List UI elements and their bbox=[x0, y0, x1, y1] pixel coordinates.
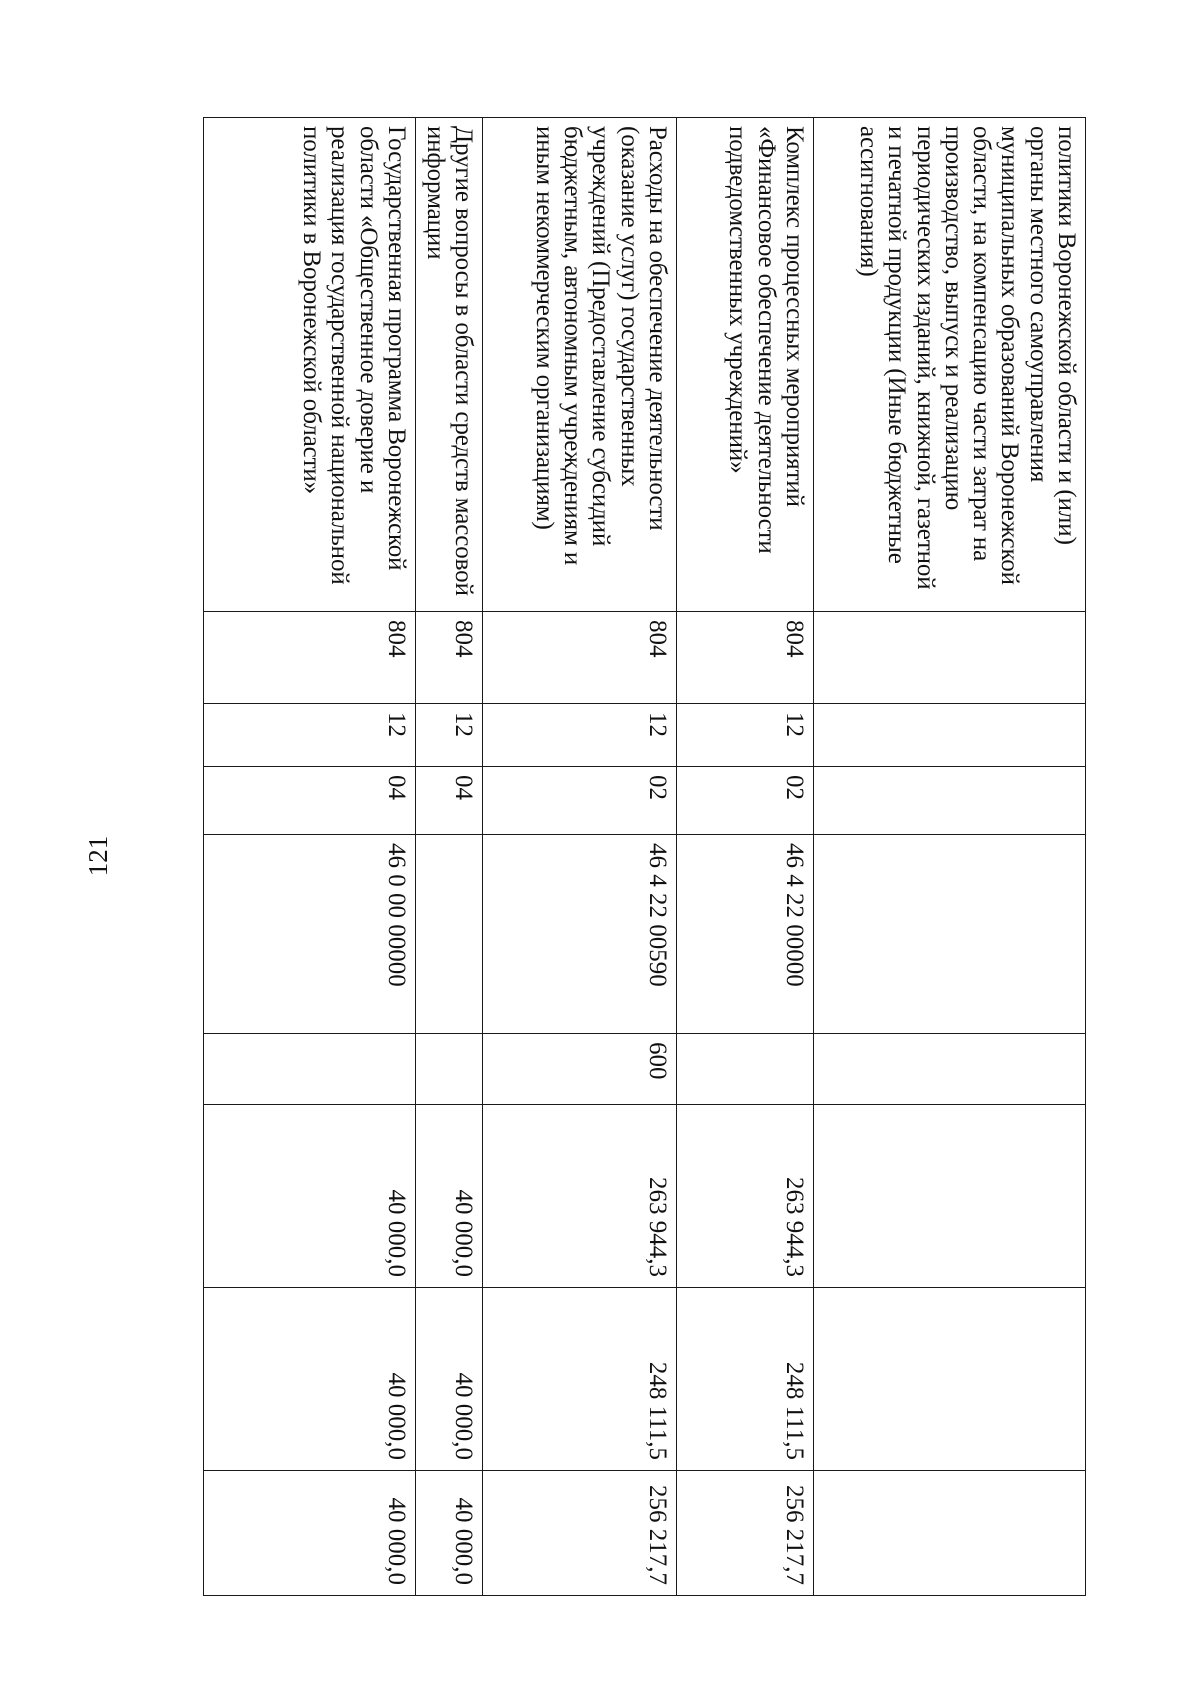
cell-subsection bbox=[814, 767, 1086, 835]
cell-amount-year3 bbox=[814, 1471, 1086, 1596]
cell-name: политики Воронежской области и (или) органы местного самоуправления муниципальных образований Воронежской области, на компенсацию части затрат на производство, выпуск и реализацию периодических изданий, книжной, газетной и печатной продукции (Иные бюджетные ассигнования) bbox=[814, 118, 1086, 612]
cell-section: 12 bbox=[416, 704, 483, 767]
cell-subsection: 02 bbox=[677, 767, 814, 835]
cell-target-article: 46 4 22 00000 bbox=[677, 835, 814, 1034]
cell-subsection: 04 bbox=[204, 767, 416, 835]
cell-expense-type bbox=[416, 1034, 483, 1105]
cell-amount-year2: 40 000,0 bbox=[416, 1288, 483, 1471]
cell-target-article: 46 0 00 00000 bbox=[204, 835, 416, 1034]
cell-name: Другие вопросы в области средств массовой информации bbox=[416, 118, 483, 612]
cell-admin-code: 804 bbox=[677, 612, 814, 704]
table-row bbox=[416, 118, 483, 1596]
cell-amount-year3: 40 000,0 bbox=[204, 1471, 416, 1596]
cell-section: 12 bbox=[204, 704, 416, 767]
cell-amount-year1 bbox=[814, 1105, 1086, 1288]
cell-name: Государственная программа Воронежской области «Общественное доверие и реализация государственной национальной политики в Воронежской области» bbox=[204, 118, 416, 612]
cell-admin-code: 804 bbox=[416, 612, 483, 704]
cell-amount-year3: 40 000,0 bbox=[416, 1471, 483, 1596]
cell-amount-year2 bbox=[814, 1288, 1086, 1471]
cell-target-article bbox=[814, 835, 1086, 1034]
table-row bbox=[204, 118, 416, 1596]
table-row bbox=[483, 118, 677, 1596]
budget-table bbox=[203, 117, 1086, 1596]
cell-admin-code: 804 bbox=[204, 612, 416, 704]
cell-target-article: 46 4 22 00590 bbox=[483, 835, 677, 1034]
cell-target-article bbox=[416, 835, 483, 1034]
cell-amount-year3: 256 217,7 bbox=[483, 1471, 677, 1596]
cell-amount-year1: 263 944,3 bbox=[677, 1105, 814, 1288]
cell-amount-year1: 263 944,3 bbox=[483, 1105, 677, 1288]
table-row bbox=[814, 118, 1086, 1596]
budget-table-container bbox=[204, 117, 1086, 1595]
cell-amount-year1: 40 000,0 bbox=[204, 1105, 416, 1288]
cell-expense-type: 600 bbox=[483, 1034, 677, 1105]
cell-name: Комплекс процессных мероприятий «Финансовое обеспечение деятельности подведомственных учреждений» bbox=[677, 118, 814, 612]
cell-amount-year3: 256 217,7 bbox=[677, 1471, 814, 1596]
cell-admin-code: 804 bbox=[483, 612, 677, 704]
cell-expense-type bbox=[814, 1034, 1086, 1105]
page-number: 121 bbox=[83, 835, 113, 877]
cell-amount-year2: 248 111,5 bbox=[677, 1288, 814, 1471]
cell-amount-year1: 40 000,0 bbox=[416, 1105, 483, 1288]
cell-name: Расходы на обеспечение деятельности (оказание услуг) государственных учреждений (Предоставление субсидий бюджетным, автономным учреждениям и иным некоммерческим организациям) bbox=[483, 118, 677, 612]
cell-section bbox=[814, 704, 1086, 767]
cell-amount-year2: 40 000,0 bbox=[204, 1288, 416, 1471]
cell-subsection: 04 bbox=[416, 767, 483, 835]
cell-admin-code bbox=[814, 612, 1086, 704]
cell-expense-type bbox=[204, 1034, 416, 1105]
cell-section: 12 bbox=[677, 704, 814, 767]
cell-section: 12 bbox=[483, 704, 677, 767]
table-row bbox=[677, 118, 814, 1596]
cell-amount-year2: 248 111,5 bbox=[483, 1288, 677, 1471]
cell-subsection: 02 bbox=[483, 767, 677, 835]
cell-expense-type bbox=[677, 1034, 814, 1105]
